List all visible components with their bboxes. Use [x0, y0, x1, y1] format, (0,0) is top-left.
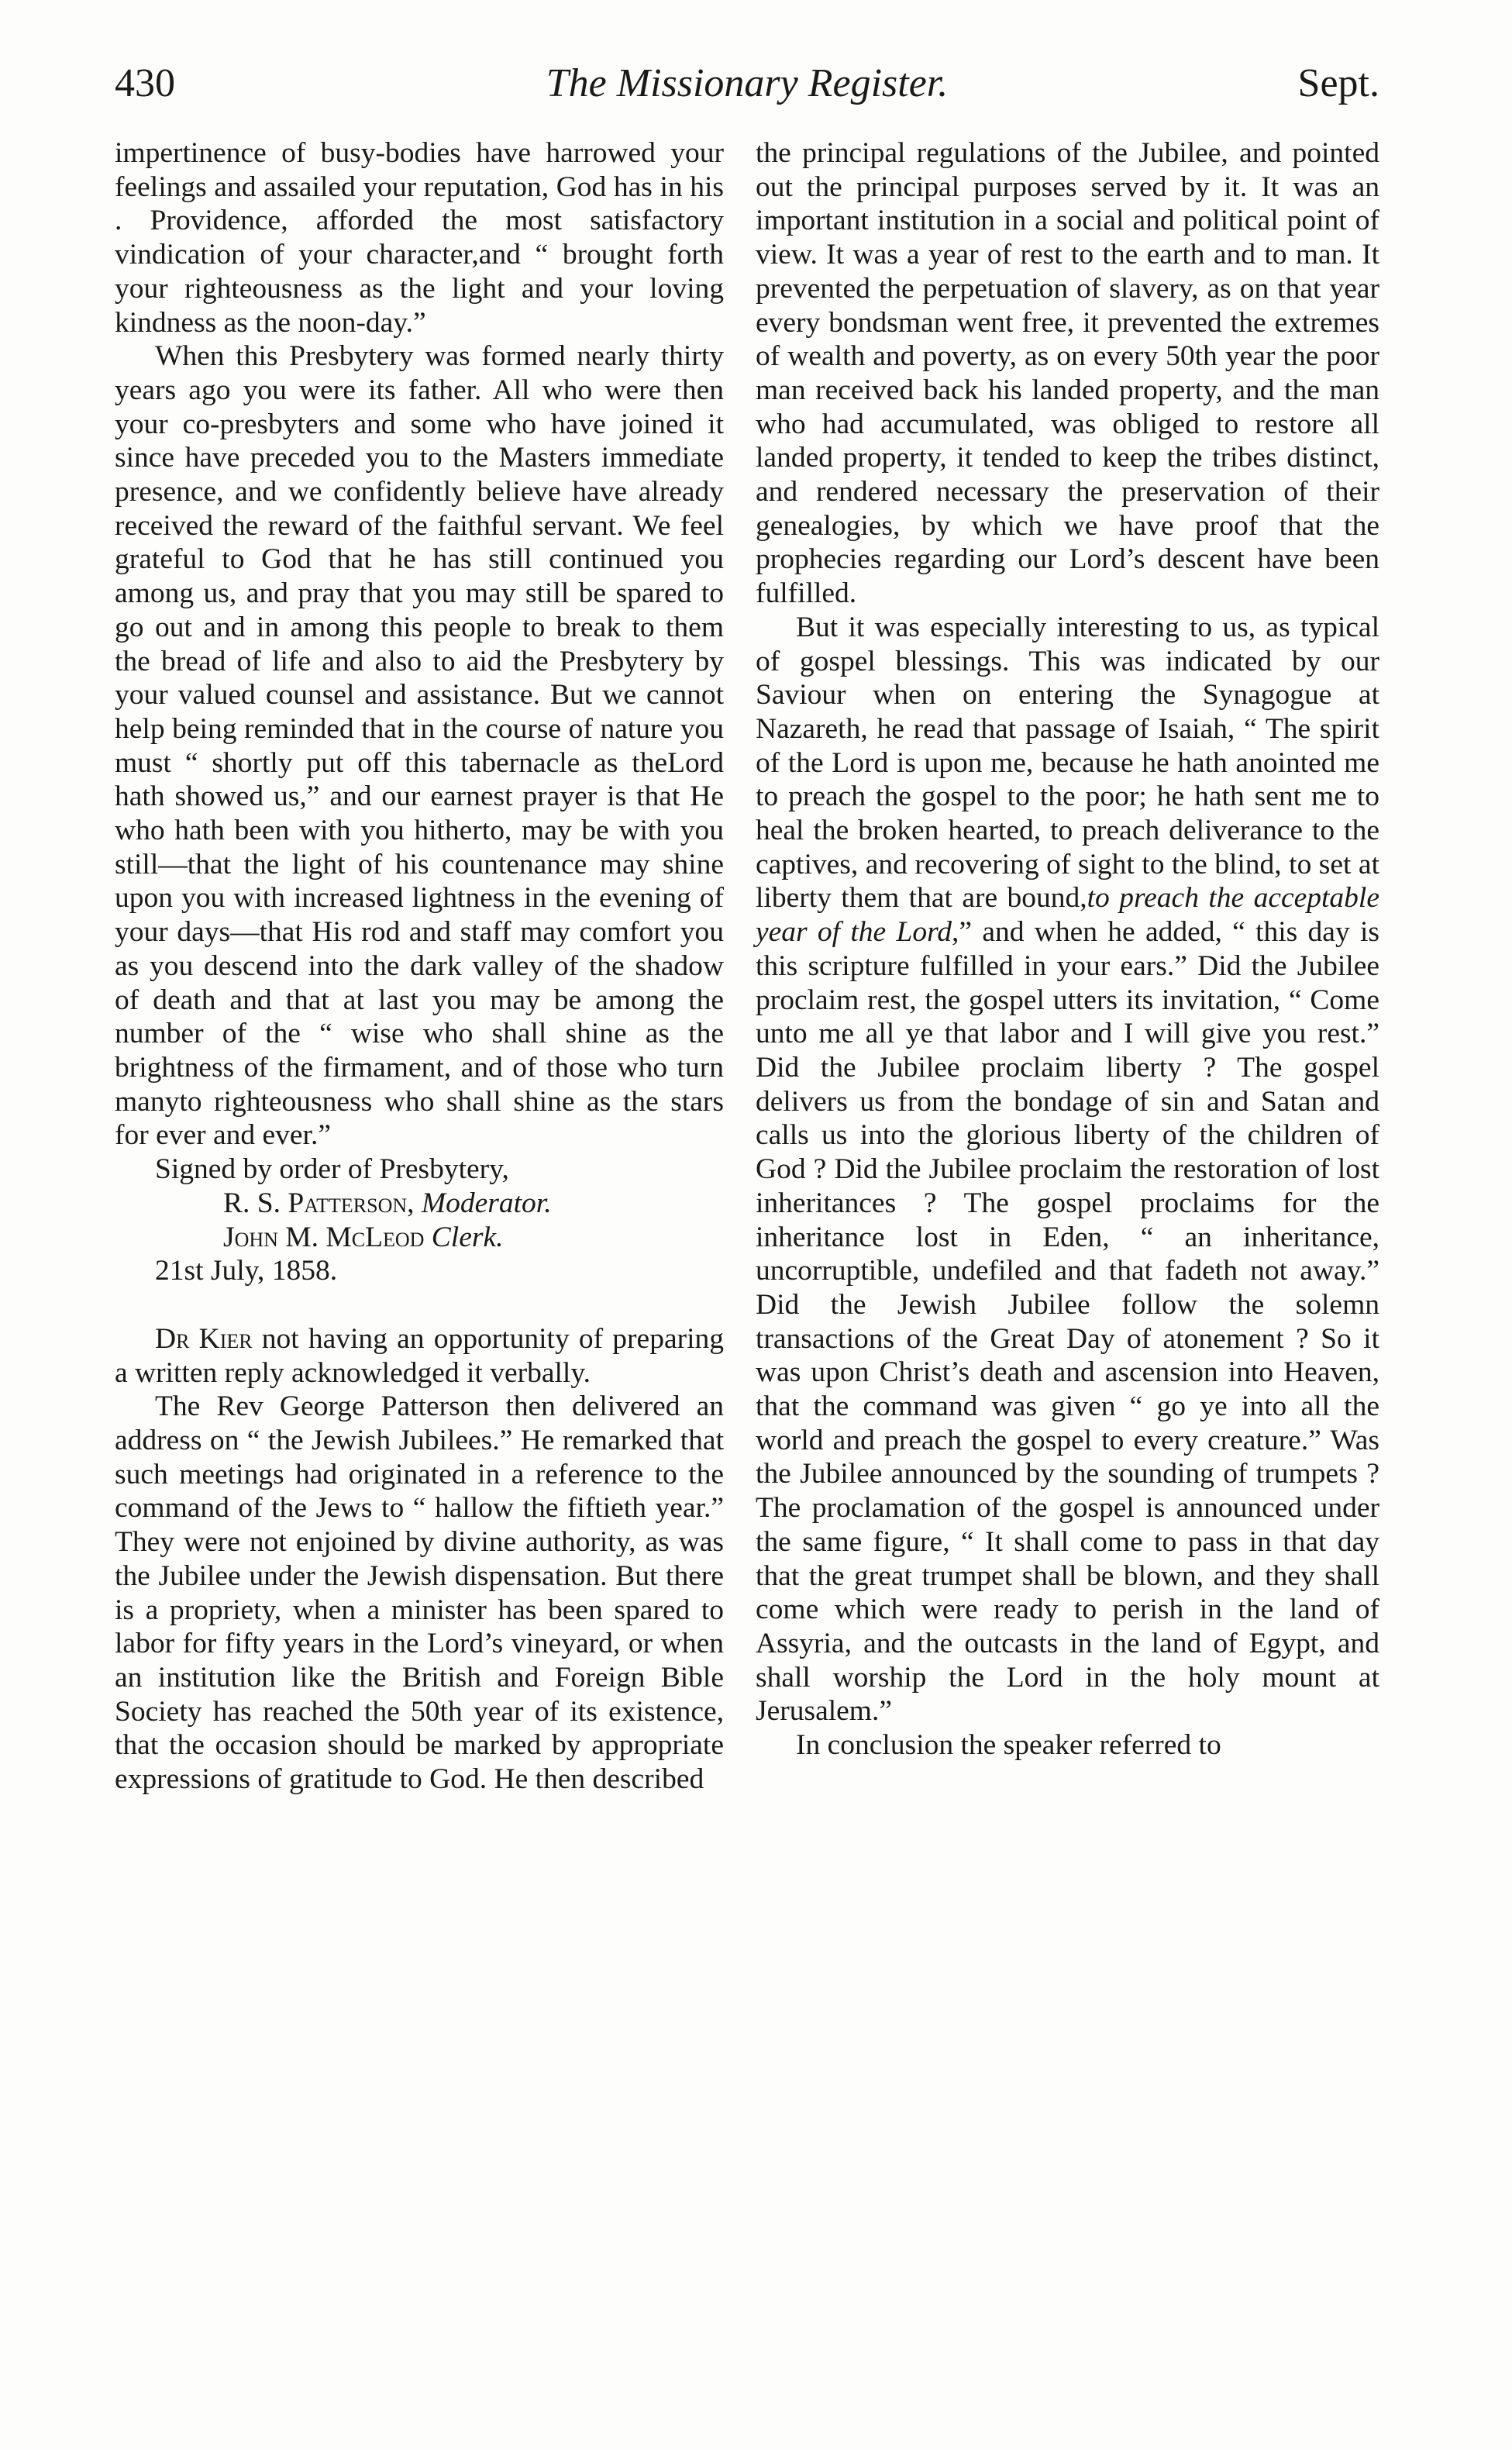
signature-clerk — [115, 1221, 724, 1255]
paragraph: impertinence of busy-bodies have harrowed your feelings and assailed your reputation, God has in his . Providence, afforded the most satisfactory vindication of your character,and “ brought forth your righteousness as the light and your loving kindness as the noon-day.” — [115, 137, 724, 339]
running-title: The Missionary Register. — [546, 61, 949, 105]
paragraph: The Rev George Patterson then delivered an address on “ the Jewish Jubilees.” He remarked that such meetings had originated in a reference to the command of the Jews to “ hallow the fiftieth year.” They were not enjoined by divine authority, as was the Jubilee under the Jewish dispensation. But there is a propriety, when a minister has been spared to labor for fifty years in the Lord’s vineyard, or when an institution like the British and Foreign Bible Society has reached the 50th year of its existence, that the occasion should be marked by appropriate expressions of gratitude to God. He then described — [115, 1390, 724, 1796]
paragraph: In conclusion the speaker referred to — [796, 1729, 1221, 1762]
clerk-role: Clerk. — [431, 1221, 504, 1253]
header-month: Sept. — [1297, 61, 1379, 105]
signature-line: Signed by order of Presbytery, — [155, 1153, 509, 1186]
moderator-role: Moderator. — [421, 1187, 552, 1219]
moderator-name: R. S. Patterson, — [223, 1187, 415, 1219]
paragraph-lead: Dr Kier — [155, 1322, 253, 1355]
signature-moderator — [115, 1187, 724, 1221]
paragraph-text: ,” and when he added, “ this day is this scripture fulfilled in your ears.” Did the Jubilee proclaim rest, the gospel utters its invitation, “ Come unto me all ye that labor and I will give you rest.” Did the Jubilee proclaim liberty ? The gospel delivers us from the bondage of sin and Satan and calls us into the glorious liberty of the children of God ? Did the Jubilee proclaim the restoration of lost inheritances ? The gospel proclaims for the inheritance lost in Eden, “ an inheritance, uncorruptible, undefiled and that fadeth not away.” Did the Jewish Jubilee follow the solemn transactions of the Great Day of atonement ? So it was upon Christ’s death and ascension into Heaven, that the command was given “ go ye into all the world and preach the gospel to every creature.” Was the Jubilee announced by the sounding of trumpets ? The proclamation of the gospel is announced under the same figure, “ It shall come to pass in that day that the great trumpet shall be blown, and they shall come which were ready to perish in the land of Assyria, and the outcasts in the land of Egypt, and shall worship the Lord in the holy mount at Jerusalem.” — [756, 916, 1379, 1728]
paragraph: When this Presbytery was formed nearly thirty years ago you were its father. All who were then your co-presbyters and some who have joined it since have preceded you to the Masters immediate presence, and we confidently believe have already received the reward of the faithful servant. We feel grateful to God that he has still continued you among us, and pray that you may still be spared to go out and in among this people to break to them the bread of life and also to aid the Presbytery by your valued counsel and assistance. But we cannot help being reminded that in the course of nature you must “ shortly put off this tabernacle as theLord hath showed us,” and our earnest prayer is that He who hath been with you hitherto, may be with you still—that the light of his countenance may shine upon you with increased lightness in the evening of your days—that His rod and staff may comfort you as you descend into the dark valley of the shadow of death and that at last you may be among the number of the “ wise who shall shine as the brightness of the firmament, and of those who turn manyto righteousness who shall shine as the stars for ever and ever.” — [115, 340, 724, 1152]
paragraph — [115, 1322, 724, 1390]
clerk-name: John M. McLeod — [223, 1221, 425, 1253]
paragraph-text: not having an opportunity of preparing a written reply acknowledged it verbally. — [115, 1322, 724, 1389]
italic-quote: to preach the acceptable year of the Lord — [756, 882, 1379, 949]
left-column — [115, 136, 724, 1797]
signature-date: 21st July, 1858. — [155, 1255, 338, 1287]
page-number: 430 — [115, 61, 175, 105]
page-header — [115, 60, 1379, 115]
paragraph — [756, 611, 1379, 1728]
right-column — [756, 136, 1379, 1763]
paragraph-text: But it was especially interesting to us, as typical of gospel blessings. This was indicated by our Saviour when on entering the Synagogue at Nazareth, he read that passage of Isaiah, “ The spirit of the Lord is upon me, because he hath anointed me to preach the gospel to the poor; he hath sent me to heal the broken hearted, to preach deliverance to the captives, and recovering of sight to the blind, to set at liberty them that are bound, — [756, 611, 1379, 915]
paragraph: the principal regulations of the Jubilee, and pointed out the principal purposes served by it. It was an important institution in a social and political point of view. It was a year of rest to the earth and to man. It prevented the perpetuation of slavery, as on that year every bondsman went free, it prevented the extremes of wealth and poverty, as on every 50th year the poor man received back his landed property, and the man who had accumulated, was obliged to restore all landed property, it tended to keep the tribes distinct, and rendered necessary the preservation of their genealogies, by which we have proof that the prophecies regarding our Lord’s descent have been fulfilled. — [756, 137, 1379, 610]
